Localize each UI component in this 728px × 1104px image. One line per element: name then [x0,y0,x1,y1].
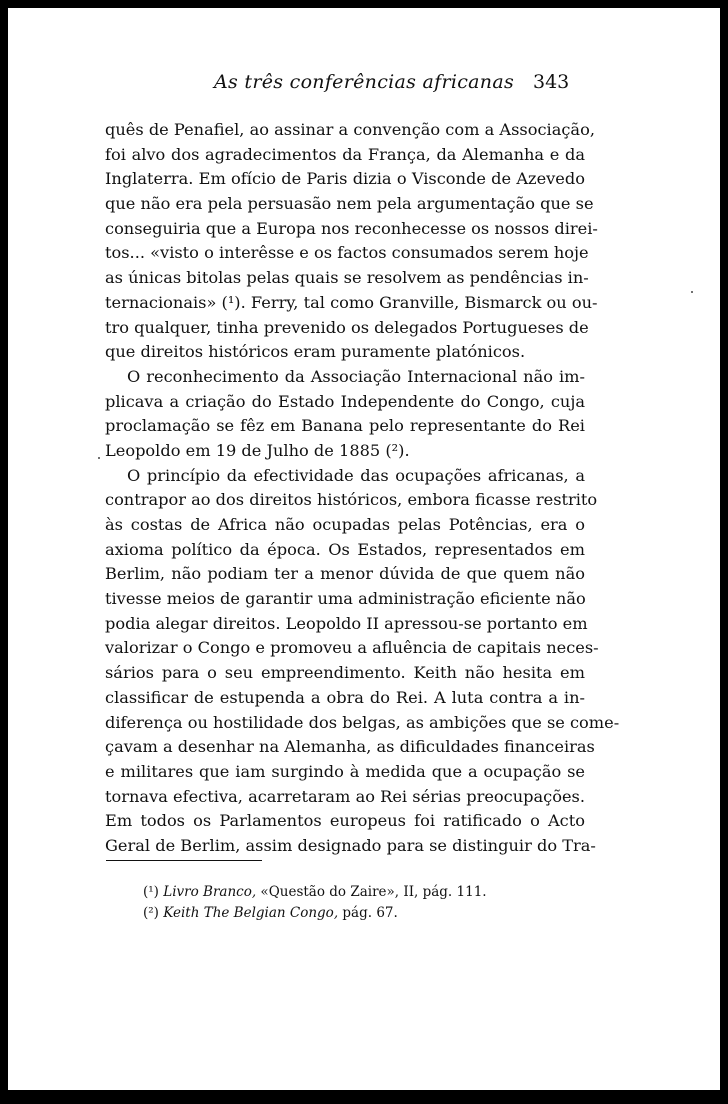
scan-speck [691,291,693,293]
text-line: tro qualquer, tinha prevenido os delegados Portugueses de [105,317,589,337]
text-line: contrapor ao dos direitos históricos, embora ficasse restrito [105,490,598,510]
text-line: foi alvo dos agradecimentos da França, da Alemanha e da [105,144,585,164]
footnote-text: pág. 67. [338,905,398,921]
text-line: Em todos os Parlamentos europeus foi ratificado o Acto [105,811,585,831]
text-line: podia alegar direitos. Leopoldo II apressou-se portanto em [105,613,588,633]
page-number: 343 [533,71,570,93]
text-line: às costas de Africa não ocupadas pelas Potências, era o [105,515,585,534]
footnote-title: Livro Branco, [163,884,257,900]
text-line: ternacionais» (¹). Ferry, tal como Granville, Bismarck ou ou- [105,292,598,312]
footnote-mark: (¹) [143,884,159,900]
text-line: axioma político da época. Os Estados, representados em [105,539,585,559]
text-line: diferença ou hostilidade dos belgas, as ambições que se come- [105,712,620,732]
text-line: que não era pela persuasão nem pela argumentação que se [105,194,594,214]
text-line: Berlim, não podiam ter a menor dúvida de que quem não [105,564,585,584]
footnote [143,903,583,924]
text-line: tornava efectiva, acarretaram ao Rei sérias preocupações. [105,786,585,806]
text-line: O reconhecimento da Associação Internacional não im- [127,366,585,386]
footnote-text: «Questão do Zaire», II, pág. 111. [256,884,487,900]
text-line: classificar de estupenda a obra do Rei. A luta contra a in- [105,687,585,707]
text-line: quês de Penafiel, ao assinar a convenção com a Associação, [105,120,595,139]
running-title: As três conferências africanas [213,71,515,93]
body-text [105,118,620,859]
text-line: Inglaterra. Em ofício de Paris dizia o Visconde de Azevedo [105,169,585,189]
footnote-mark: (²) [143,905,159,921]
text-line: plicava a criação do Estado Independente do Congo, cuja [105,391,585,411]
footnotes [143,882,583,924]
footnote [143,882,583,903]
footnote-title: Keith The Belgian Congo, [163,905,339,921]
text-line: çavam a desenhar na Alemanha, as dificuldades financeiras [105,737,595,757]
footnote-divider [106,860,262,861]
book-page [8,8,720,1090]
text-line: tivesse meios de garantir uma administração eficiente não [105,589,586,609]
text-line: Geral de Berlim, assim designado para se distinguir do Tra- [105,835,596,855]
text-line: sários para o seu empreendimento. Keith não hesita em [105,663,585,683]
text-line: Leopoldo em 19 de Julho de 1885 (²). [105,440,410,460]
text-line: conseguiria que a Europa nos reconhecesse os nossos direi- [105,218,598,238]
text-line: valorizar o Congo e promoveu a afluência de capitais neces- [105,638,599,658]
text-line: e militares que iam surgindo à medida que a ocupação se [105,761,585,781]
text-line: tos... «visto o interêsse e os factos consumados serem hoje [105,243,589,263]
text-line: que direitos históricos eram puramente platónicos. [105,342,526,362]
text-line: O princípio da efectividade das ocupações africanas, a [127,465,585,485]
page-header [8,71,720,101]
scan-speck [98,457,100,459]
text-line: proclamação se fêz em Banana pelo representante do Rei [105,416,585,436]
text-line: as únicas bitolas pelas quais se resolvem as pendências in- [105,268,589,288]
